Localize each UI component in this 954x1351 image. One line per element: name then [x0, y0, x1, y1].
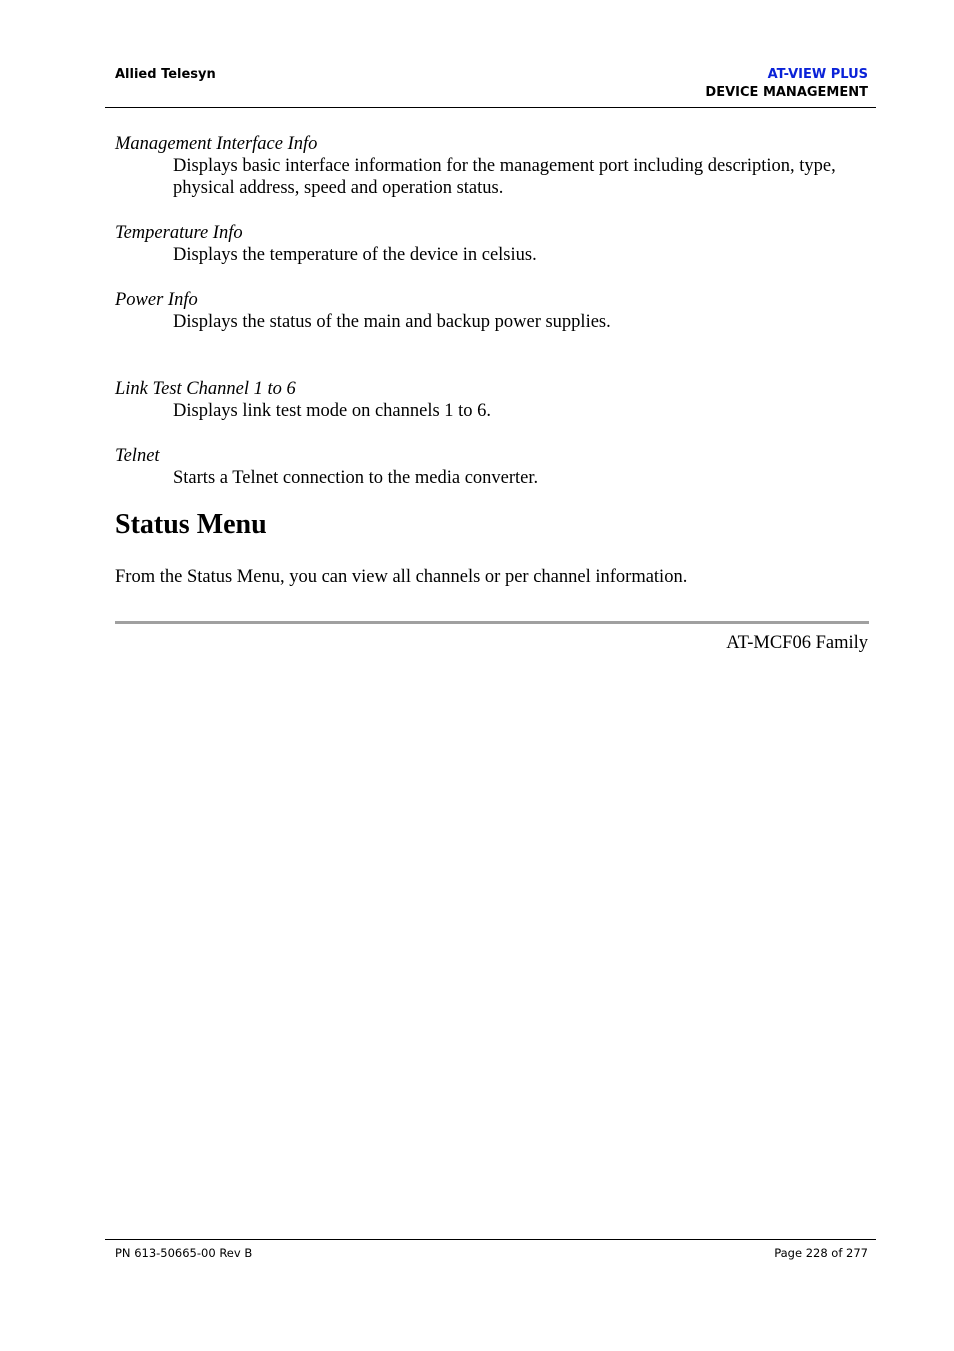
definition-description: Displays the temperature of the device in celsius. — [173, 245, 537, 265]
page-footer — [105, 1239, 876, 1270]
definition-description: Displays basic interface information for the management port including description, type, physical address, speed and operation status. — [173, 156, 836, 198]
definition-term: Management Interface Info — [115, 134, 318, 154]
main-content — [115, 133, 875, 587]
definition-term: Link Test Channel 1 to 6 — [115, 379, 296, 399]
part-number: PN 613-50665-00 Rev B — [115, 1246, 253, 1260]
product-family: AT-MCF06 Family — [726, 633, 868, 653]
definition-term: Telnet — [115, 446, 160, 466]
definition-entry — [115, 445, 875, 489]
section-paragraph: From the Status Menu, you can view all channels or per channel information. — [115, 567, 688, 587]
definition-entry — [115, 133, 875, 199]
page-number: Page 228 of 277 — [774, 1246, 868, 1260]
definition-description: Displays the status of the main and backup power supplies. — [173, 312, 611, 332]
company-name: Allied Telesyn — [115, 67, 216, 82]
definition-description: Starts a Telnet connection to the media converter. — [173, 468, 539, 488]
definition-term: Power Info — [115, 290, 198, 310]
definition-entry — [115, 378, 875, 422]
definition-entry — [115, 289, 875, 333]
section-name: DEVICE MANAGEMENT — [705, 85, 868, 100]
divider — [115, 621, 869, 624]
product-name: AT-VIEW PLUS — [767, 67, 868, 82]
page-header — [105, 60, 876, 108]
definition-entry — [115, 222, 875, 266]
definition-description: Displays link test mode on channels 1 to 6. — [173, 401, 492, 421]
section-heading: Status Menu — [115, 509, 267, 540]
definition-term: Temperature Info — [115, 223, 243, 243]
